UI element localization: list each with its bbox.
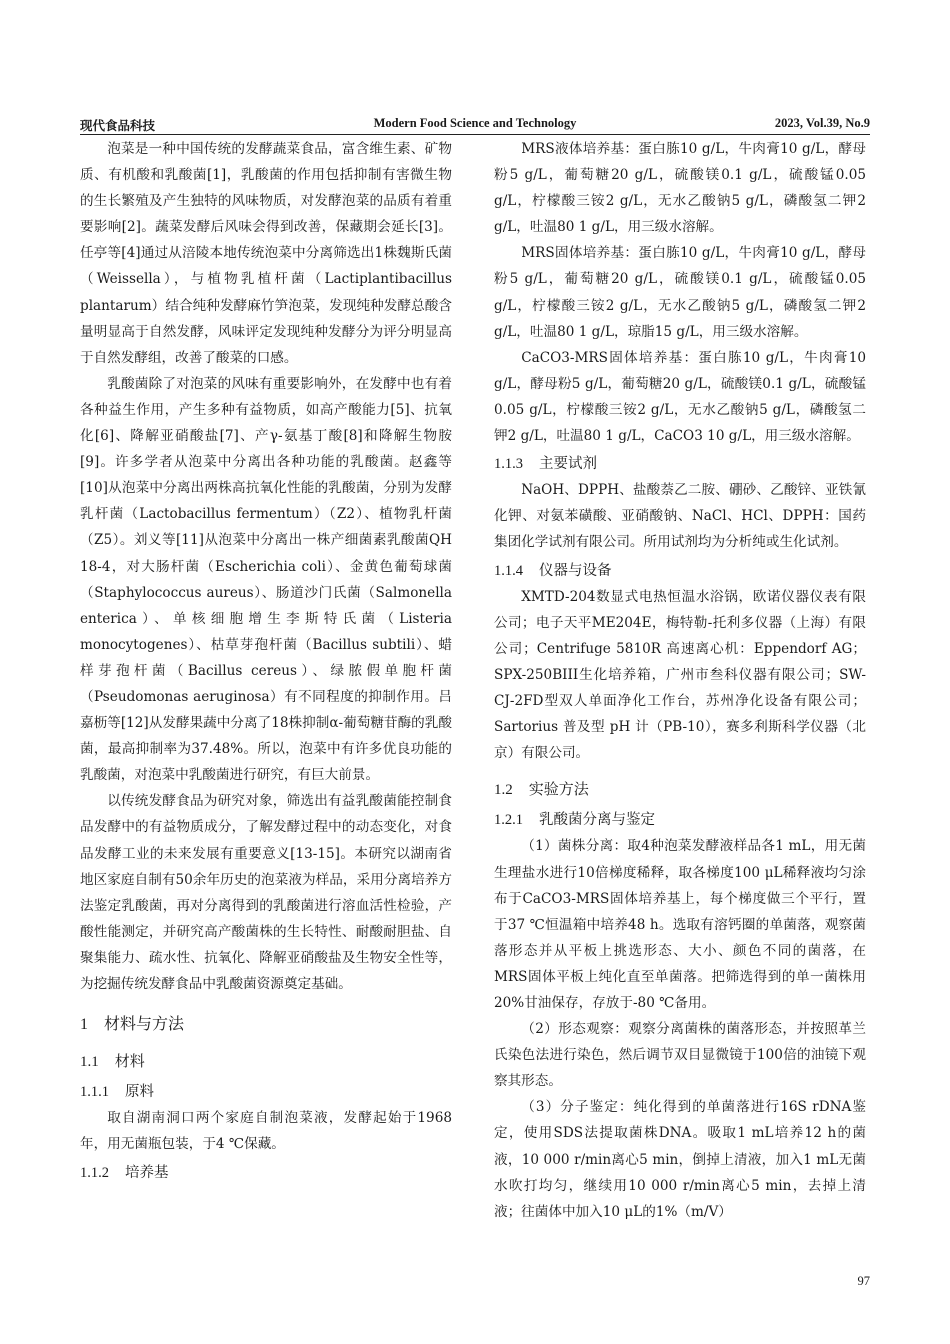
volume-info: 2023, Vol.39, No.9 [774,116,870,130]
paragraph: MRS液体培养基：蛋白胨10 g/L，牛肉膏10 g/L，酵母粉5 g/L，葡萄糖20 g/L，硫酸镁0.1 g/L，硫酸锰0.05 g/L，柠檬酸三铵2 g/L，无水乙酸钠5 g/L，磷酸氢二钾2 g/L，吐温80 1 g/L，用三级水溶解。 [494,141,866,236]
journal-name-en: Modern Food Science and Technology [373,116,577,130]
paragraph: （1）菌株分离：取4种泡菜发酵液样品各1 mL，用无菌生理盐水进行10倍梯度稀释，取各梯度100 μL稀释液均匀涂布于CaCO3-MRS固体培养基上，每个梯度做三个平行，置于37 ℃恒温箱中培养48 h。选取有溶钙圈的单菌落，观察菌落形态并从平板上挑选形态、大小、颜色不同的菌落，在MRS固体平板上纯化直至单菌落。把筛选得到的单一菌株用20%甘油保存，存放于-80 ℃备用。 [494,838,866,1011]
left-column [80,136,452,1186]
subsubsection-heading: 1.1.2 培养基 [80,1164,169,1181]
section-heading: 1 材料与方法 [80,1014,185,1034]
paragraph: 以传统发酵食品为研究对象，筛选出有益乳酸菌能控制食品发酵中的有益物质成分，了解发酵过程中的动态变化，对食品发酵工业的未来发展有重要意义[13-15]。本研究以湖南省地区家庭自制有50余年历史的泡菜液为样品，采用分离培养方法鉴定乳酸菌，再对分离得到的乳酸菌进行溶血活性检验，产酸性能测定，并研究高产酸菌株的生长特性、耐酸耐胆盐、自聚集能力、疏水性、抗氧化、降解亚硝酸盐及生物安全性等，为挖掘传统发酵食品中乳酸菌资源奠定基础。 [80,793,452,992]
subsection-heading: 1.1 材料 [80,1052,145,1071]
paragraph: （2）形态观察：观察分离菌株的菌落形态，并按照革兰氏染色法进行染色，然后调节双目显微镜于100倍的油镜下观察其形态。 [494,1021,866,1090]
subsubsection-heading: 1.1.1 原料 [80,1084,154,1101]
subsection-heading: 1.2 实验方法 [494,780,589,799]
page-number: 97 [857,1274,870,1288]
paragraph: 取自湖南洞口两个家庭自制泡菜液，发酵起始于1968年，用无菌瓶包装，于4 ℃保藏。 [80,1110,452,1153]
journal-name-cn: 现代食品科技 [80,119,156,133]
paragraph: 泡菜是一种中国传统的发酵蔬菜食品，富含维生素、矿物质、有机酸和乳酸菌[1]，乳酸菌的作用包括抑制有害微生物的生长繁殖及产生独特的风味物质，对发酵泡菜的品质有着重要影响[2]。蔬菜发酵后风味会得到改善，保藏期会延长[3]。任亭等[4]通过从涪陵本地传统泡菜中分离筛选出1株魏斯氏菌（Weissella），与植物乳植杆菌（Lactiplantibacillus plantarum）结合纯种发酵麻竹笋泡菜，发现纯种发酵总酸含量明显高于自然发酵，风味评定发现纯种发酵分为评分明显高于自然发酵组，改善了酸菜的口感。 [80,141,452,366]
subsubsection-heading: 1.2.1 乳酸菌分离与鉴定 [494,812,655,829]
paragraph: （3）分子鉴定：纯化得到的单菌落进行16S rDNA鉴定，使用SDS法提取菌株DNA。吸取1 mL培养12 h的菌液，10 000 r/min离心5 min，倒掉上清液，加入1 mL无菌水吹打均匀，继续用10 000 r/min离心5 min，去掉上清液；往菌体中加入10 μL的1%（m/V） [494,1099,866,1220]
subsubsection-heading: 1.1.4 仪器与设备 [494,562,612,579]
running-header [80,114,870,135]
paragraph: MRS固体培养基：蛋白胨10 g/L，牛肉膏10 g/L，酵母粉5 g/L，葡萄糖20 g/L，硫酸镁0.1 g/L，硫酸锰0.05 g/L，柠檬酸三铵2 g/L，无水乙酸钠5 g/L，磷酸氢二钾2 g/L，吐温80 1 g/L，琼脂15 g/L，用三级水溶解。 [494,245,866,340]
right-column [494,136,866,1225]
paragraph: XMTD-204数显式电热恒温水浴锅，欧诺仪器仪表有限公司；电子天平ME204E，梅特勒-托利多仪器（上海）有限公司；Centrifuge 5810R 高速离心机：Eppendorf AG；SPX-250BIII生化培养箱，广州市叁科仪器有限公司；SW-CJ-2FD型双人单面净化工作台，苏州净化设备有限公司；Sartorius 普及型 pH 计（PB-10），赛多利斯科学仪器（北京）有限公司。 [494,588,866,762]
paragraph: 乳酸菌除了对泡菜的风味有重要影响外，在发酵中也有着各种益生作用，产生多种有益物质，如高产酸能力[5]、抗氧化[6]、降解亚硝酸盐[7]、产γ-氨基丁酸[8]和降解生物胺[9]。许多学者从泡菜中分离出各种功能的乳酸菌。赵鑫等[10]从泡菜中分离出两株高抗氧化性能的乳酸菌，分别为发酵乳杆菌（Lactobacillus fermentum）（Z2）、植物乳杆菌（Z5）。刘义等[11]从泡菜中分离出一株产细菌素乳酸菌QH 18-4，对大肠杆菌（Escherichia coli）、金黄色葡萄球菌（Staphylococcus aureus）、肠道沙门氏菌（Salmonella enterica）、单核细胞增生李斯特氏菌（Listeria monocytogenes）、枯草芽孢杆菌（Bacillus subtili）、蜡样芽孢杆菌（Bacillus cereus）、绿脓假单胞杆菌（Pseudomonas aeruginosa）有不同程度的抑制作用。吕嘉枥等[12]从发酵果蔬中分离了18株抑制α-葡萄糖苷酶的乳酸菌，最高抑制率为37.48%。所以，泡菜中有许多优良功能的乳酸菌，对泡菜中乳酸菌进行研究，有巨大前景。 [80,375,452,784]
subsubsection-heading: 1.1.3 主要试剂 [494,456,597,473]
paragraph: CaCO3-MRS固体培养基：蛋白胨10 g/L，牛肉膏10 g/L，酵母粉5 g/L，葡萄糖20 g/L，硫酸镁0.1 g/L，硫酸锰0.05 g/L，柠檬酸三铵2 g/L，无水乙酸钠5 g/L，磷酸氢二钾2 g/L，吐温80 1 g/L，CaCO3 10 g/L，用三级水溶解。 [494,349,866,445]
paragraph: NaOH、DPPH、盐酸萘乙二胺、硼砂、乙酸锌、亚铁氰化钾、对氨苯磺酸、亚硝酸钠、NaCl、HCl、DPPH：国药集团化学试剂有限公司。所用试剂均为分析纯或生化试剂。 [494,482,866,551]
